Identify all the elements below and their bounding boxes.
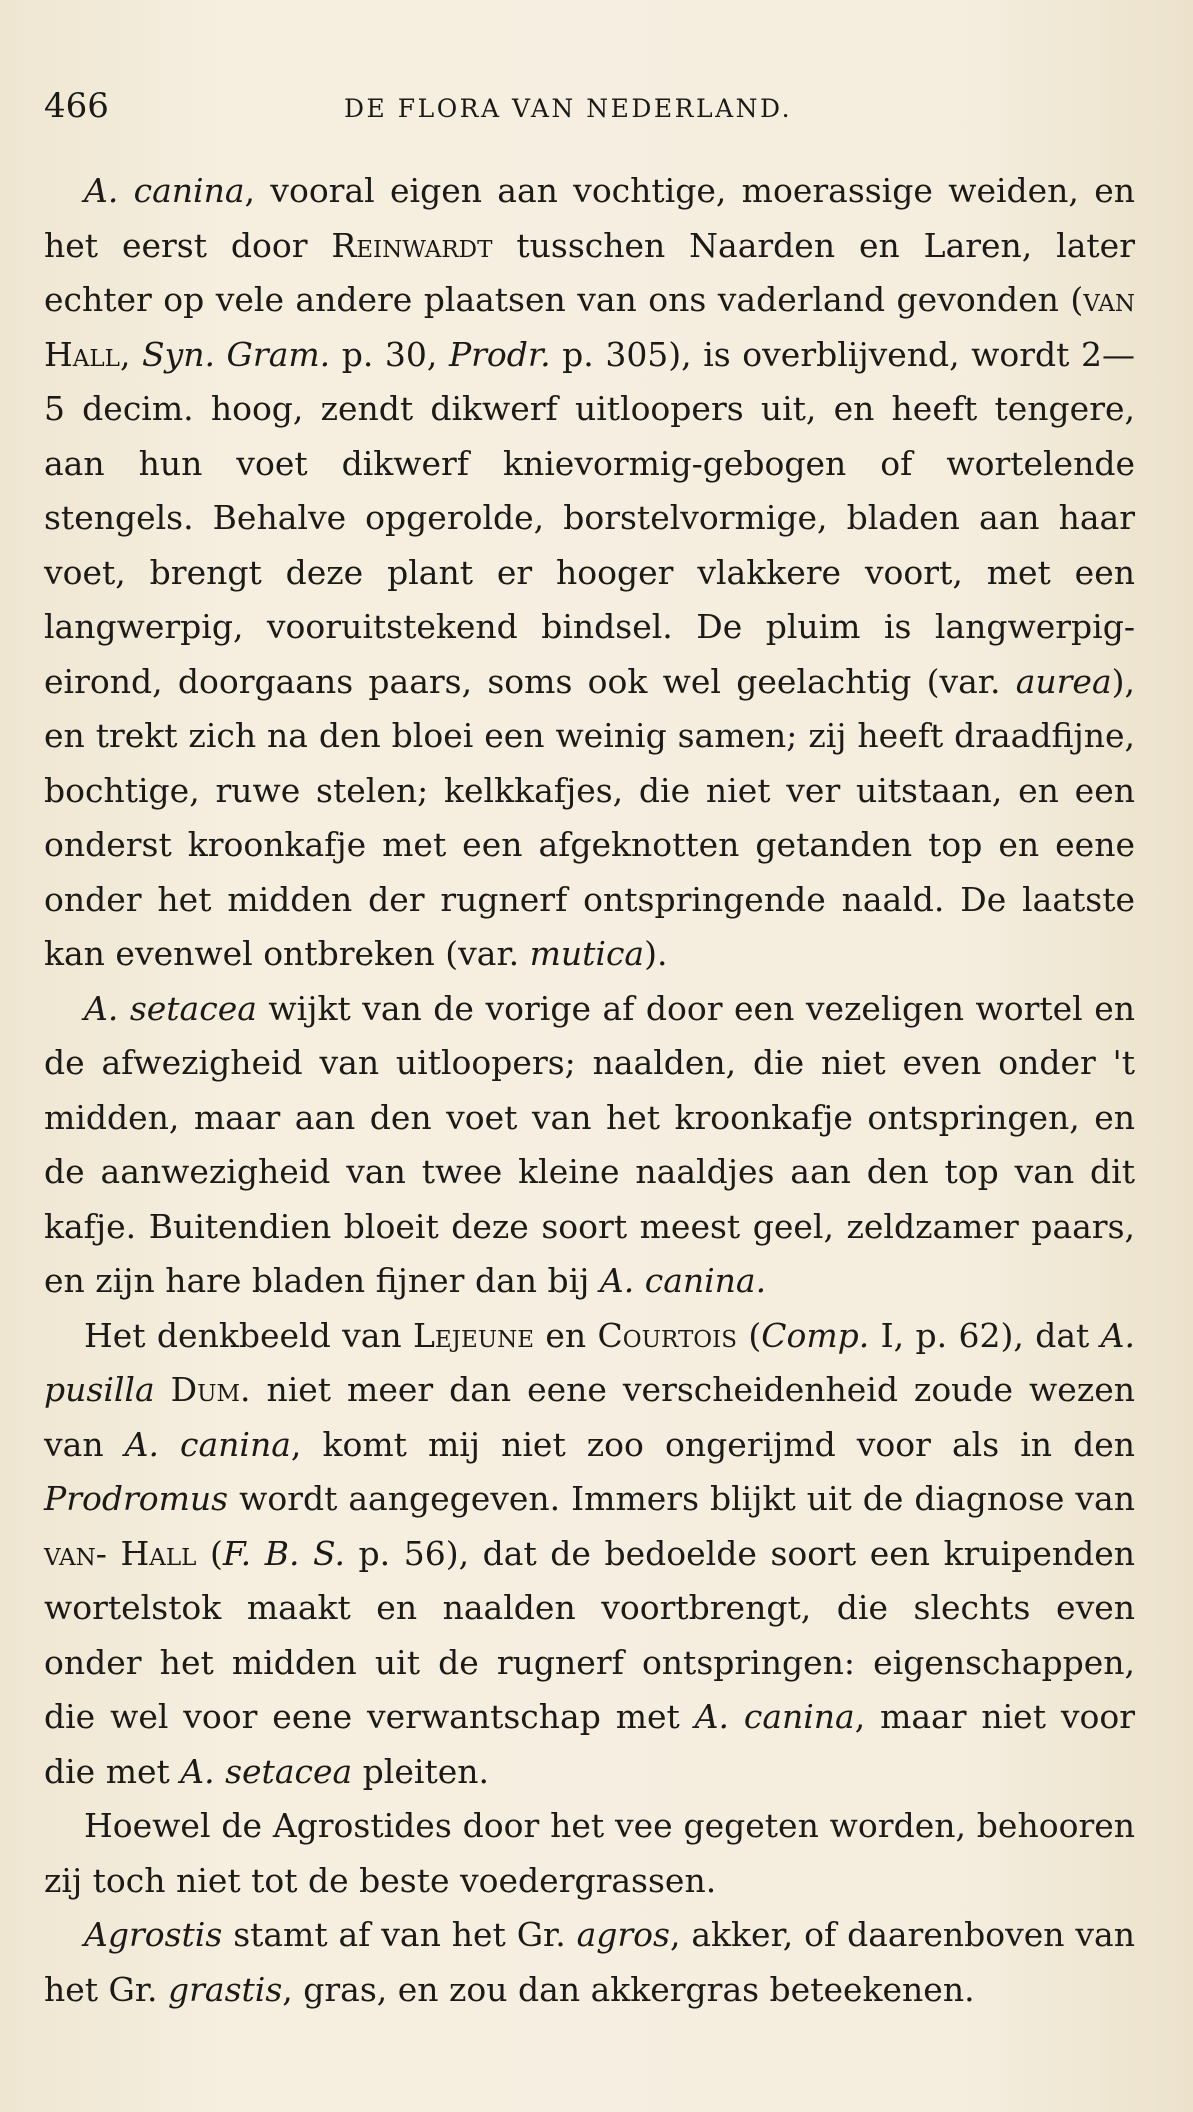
variety-name: mutica: [529, 934, 645, 973]
species-name: A. setacea: [180, 1751, 353, 1791]
reference-title: Prodromus: [44, 1479, 229, 1518]
reference-title: F. B. S.: [222, 1533, 345, 1573]
running-title: DE FLORA VAN NEDERLAND.: [344, 94, 793, 123]
paragraph-fodder: Hoewel de Agrostides door het vee gegeten worden, behooren zij toch niet tot de beste voedergrassen.: [44, 1806, 1135, 1900]
species-name: A. setacea: [84, 988, 257, 1028]
greek-term: agros: [576, 1915, 670, 1954]
reference-title: Prodr.: [448, 334, 551, 374]
reference-title: Syn. Gram.: [142, 334, 331, 374]
species-name: A. canina: [694, 1697, 855, 1736]
greek-term: grastis: [168, 1969, 283, 2009]
author-name: van Hall: [44, 280, 1135, 374]
variety-name: aurea: [1015, 661, 1112, 701]
paragraph-canina: A. canina, vooral eigen aan vochtige, moerassige weiden, en het eerst door Reinwardt tusschen Naarden en Laren, later echter op vele andere plaatsen van ons vaderland gevonden (van Hall, Syn. Gram. p. 30, Prodr. p. 305), is overblijvend, wordt 2—5 decim. hoog, zendt dikwerf uitloopers uit, en heeft tengere, aan hun voet dikwerf knievormig-gebogen of wortelende stengels. Behalve opgerolde, borstelvormige, bladen aan haar voet, brengt deze plant er hooger vlakkere voort, met een langwerpig, vooruitstekend bindsel. De pluim is langwerpig-eirond, doorgaans paars, soms ook wel geelachtig (var. aurea), en trekt zich na den bloei een weinig samen; zij heeft draadfijne, bochtige, ruwe stelen; kelkkafjes, die niet ver uitstaan, en een onderst kroonkafje met een afgeknotten getanden top en eene onder het midden der rugnerf ontspringende naald. De laatste kan evenwel ontbreken (var. mutica).: [44, 171, 1136, 973]
author-name: Lejeune: [413, 1315, 535, 1355]
species-name: A. canina: [124, 1424, 291, 1464]
species-name: A. pusilla: [44, 1315, 1135, 1409]
genus-name: Agrostis: [84, 1915, 223, 1954]
running-head: [44, 86, 1135, 130]
paragraph-setacea: A. setacea wijkt van de vorige af door een vezeligen wortel en de afwezigheid van uitloopers; naalden, die niet even onder 't midden, maar aan den voet van het kroonkafje ontspringen, en de aanwezigheid van twee kleine naaldjes aan den top van dit kafje. Buitendien bloeit deze soort meest geel, zeldzamer paars, en zijn hare bladen fijner dan bij A. canina.: [44, 988, 1135, 1300]
author-name: Courtois: [597, 1315, 737, 1355]
author-name: Reinwardt: [331, 225, 493, 265]
paragraph-etymology: Agrostis stamt af van het Gr. agros, akker, of daarenboven van het Gr. grastis, gras, en zou dan akkergras beteekenen.: [44, 1915, 1135, 2009]
species-name: A. canina.: [599, 1261, 767, 1300]
species-name: A. canina: [84, 171, 245, 210]
page-number: 466: [44, 86, 109, 126]
body-text: [44, 164, 1135, 2017]
paragraph-pusilla: Het denkbeeld van Lejeune en Courtois (Comp. I, p. 62), dat A. pusilla Dum. niet meer dan eene verscheidenheid zoude wezen van A. canina, komt mij niet zoo ongerijmd voor als in den Prodromus wordt aangegeven. Immers blijkt uit de diagnose van van- Hall (F. B. S. p. 56), dat de bedoelde soort een kruipenden wortelstok maakt en naalden voortbrengt, die slechts even onder het midden uit de rugnerf ontspringen: eigenschappen, die wel voor eene verwantschap met A. canina, maar niet voor die met A. setacea pleiten.: [44, 1315, 1136, 1791]
reference-title: Comp.: [761, 1315, 870, 1355]
author-name: van- Hall: [44, 1533, 197, 1573]
author-name: Dum.: [170, 1370, 251, 1409]
